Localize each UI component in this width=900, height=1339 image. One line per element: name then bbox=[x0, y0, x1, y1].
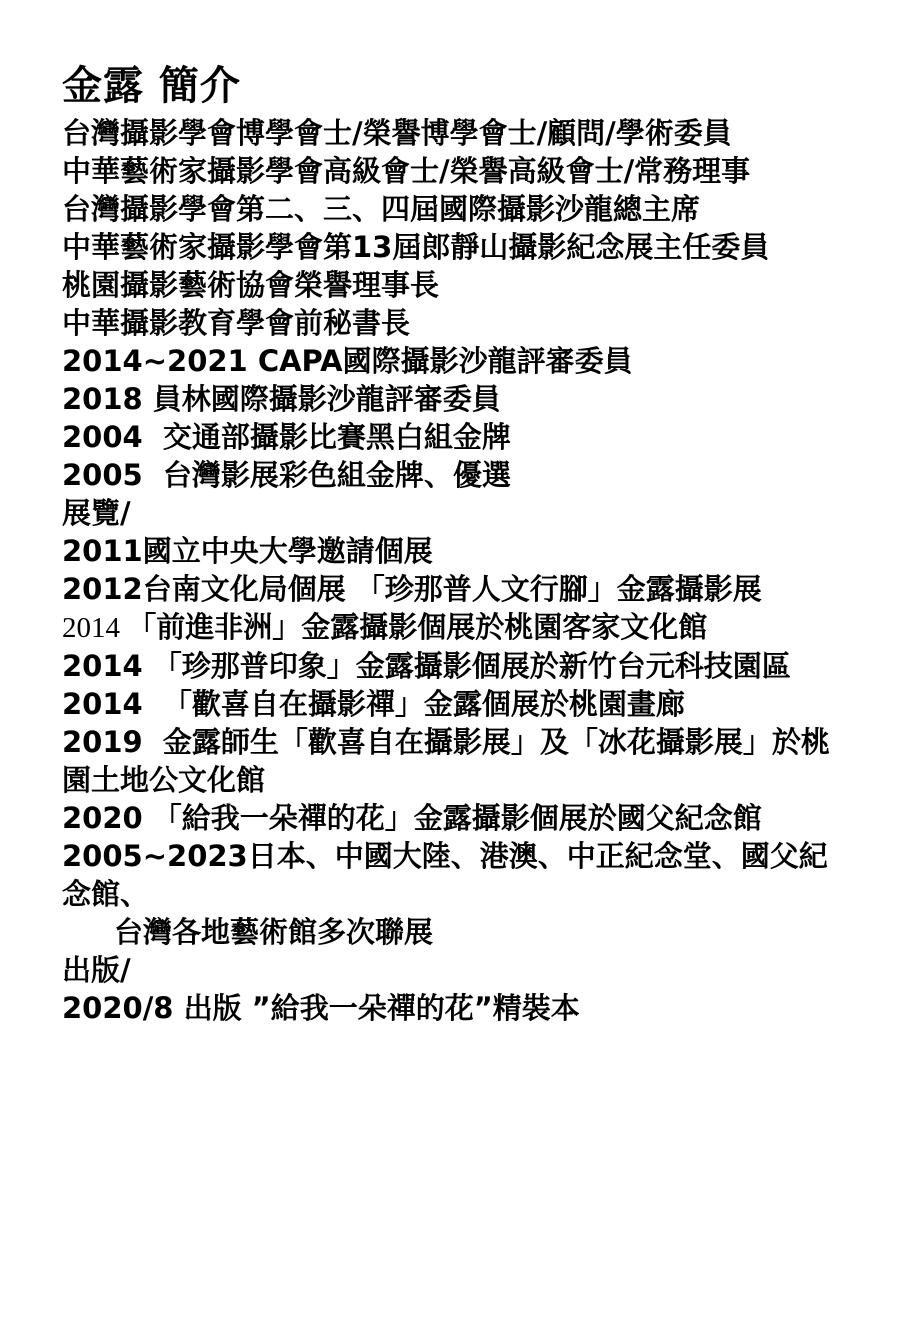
bio-lines bbox=[62, 114, 862, 1027]
bio-line: 中華藝術家攝影學會高級會士/榮譽高級會士/常務理事 bbox=[62, 154, 751, 188]
bio-line: 2004 交通部攝影比賽黑白組金牌 bbox=[62, 420, 511, 454]
bio-line: 中華藝術家攝影學會第13屆郎靜山攝影紀念展主任委員 bbox=[62, 230, 770, 264]
bio-line: 中華攝影教育學會前秘書長 bbox=[62, 306, 411, 340]
bio-line: 2018 員林國際攝影沙龍評審委員 bbox=[62, 382, 501, 416]
bio-line-indented: 台灣各地藝術館多次聯展 bbox=[114, 915, 434, 949]
bio-line: 台灣攝影學會第二、三、四屆國際攝影沙龍總主席 bbox=[62, 192, 701, 226]
bio-line-text: 「前進非洲」金露攝影個展於桃園客家文化館 bbox=[127, 610, 708, 644]
bio-line: 2014~2021 CAPA國際攝影沙龍評審委員 bbox=[62, 344, 633, 378]
document-title: 金露 簡介 bbox=[62, 63, 241, 109]
bio-line: 2019 金露師生「歡喜自在攝影展」及「冰花攝影展」於桃園土地公文化館 bbox=[62, 725, 830, 797]
section-heading-exhibitions: 展覽/ bbox=[62, 496, 131, 530]
bio-line: 2020 「給我一朵禪的花」金露攝影個展於國父紀念館 bbox=[62, 801, 762, 835]
bio-line: 2011國立中央大學邀請個展 bbox=[62, 534, 433, 568]
bio-line: 2014 「珍那普印象」金露攝影個展於新竹台元科技園區 bbox=[62, 649, 791, 683]
bio-line: 2012台南文化局個展 「珍那普人文行腳」金露攝影展 bbox=[62, 572, 762, 606]
bio-line: 2020/8 出版 ”給我一朵禪的花”精裝本 bbox=[62, 991, 580, 1025]
bio-line: 台灣攝影學會博學會士/榮譽博學會士/顧問/學術委員 bbox=[62, 116, 732, 150]
section-heading-publications: 出版/ bbox=[62, 953, 131, 987]
bio-line-year: 2014 bbox=[62, 612, 128, 644]
bio-line: 2005~2023日本、中國大陸、港澳、中正紀念堂、國父紀念館、 bbox=[62, 839, 828, 911]
bio-line: 2014 「歡喜自在攝影禪」金露個展於桃園畫廊 bbox=[62, 687, 685, 721]
bio-line: 桃園攝影藝術協會榮譽理事長 bbox=[62, 268, 440, 302]
bio-line bbox=[62, 608, 852, 647]
bio-line: 2005 台灣影展彩色組金牌、優選 bbox=[62, 458, 511, 492]
document-page bbox=[62, 58, 862, 1027]
